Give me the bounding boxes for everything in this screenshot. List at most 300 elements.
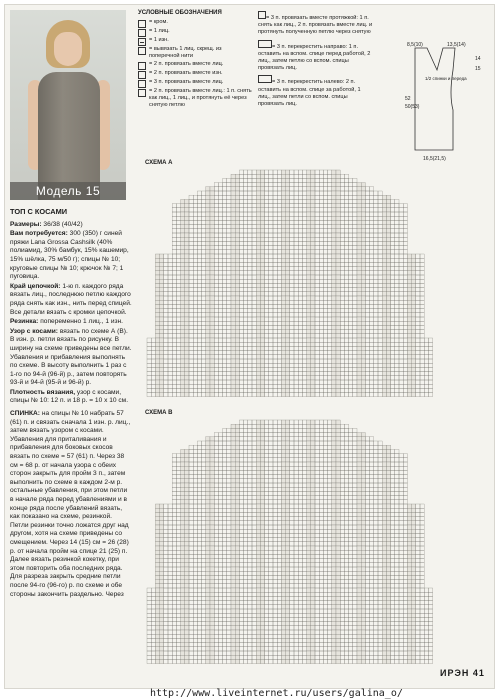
stitch-cell (382, 313, 386, 317)
stitch-cell (277, 504, 281, 508)
stitch-cell (185, 288, 189, 292)
stitch-cell (227, 512, 231, 516)
stitch-cell (353, 508, 357, 512)
stitch-cell (193, 267, 197, 271)
stitch-cell (223, 445, 227, 449)
legend-item: = 1 изн. (138, 37, 253, 46)
stitch-cell (197, 355, 201, 359)
stitch-cell (382, 491, 386, 495)
stitch-cell (378, 462, 382, 466)
stitch-cell (307, 470, 311, 474)
stitch-cell (227, 254, 231, 258)
stitch-cell (378, 342, 382, 346)
stitch-cell (256, 292, 260, 296)
stitch-cell (244, 241, 248, 245)
stitch-cell (286, 466, 290, 470)
stitch-cell (328, 237, 332, 241)
stitch-cell (349, 363, 353, 367)
stitch-cell (172, 254, 176, 258)
stitch-cell (206, 441, 210, 445)
stitch-cell (248, 330, 252, 334)
stitch-cell (235, 359, 239, 363)
stitch-cell (365, 321, 369, 325)
stitch-cell (328, 437, 332, 441)
stitch-cell (294, 262, 298, 266)
stitch-cell (344, 525, 348, 529)
stitch-cell (273, 508, 277, 512)
stitch-cell (349, 542, 353, 546)
stitch-cell (172, 384, 176, 388)
stitch-cell (202, 351, 206, 355)
stitch-cell (386, 262, 390, 266)
stitch-cell (365, 372, 369, 376)
stitch-cell (294, 334, 298, 338)
stitch-cell (269, 367, 273, 371)
stitch-cell (277, 204, 281, 208)
stitch-cell (407, 275, 411, 279)
stitch-cell (361, 538, 365, 542)
stitch-cell (235, 342, 239, 346)
stitch-cell (277, 346, 281, 350)
stitch-cell (197, 220, 201, 224)
stitch-cell (298, 321, 302, 325)
stitch-cell (218, 346, 222, 350)
stitch-cell (235, 546, 239, 550)
stitch-cell (231, 479, 235, 483)
stitch-cell (239, 275, 243, 279)
stitch-cell (227, 433, 231, 437)
stitch-cell (265, 445, 269, 449)
stitch-cell (164, 517, 168, 521)
stitch-cell (382, 330, 386, 334)
stitch-cell (416, 330, 420, 334)
stitch-cell (328, 283, 332, 287)
stitch-cell (231, 550, 235, 554)
stitch-cell (302, 330, 306, 334)
stitch-cell (403, 271, 407, 275)
stitch-cell (298, 538, 302, 542)
stitch-cell (155, 388, 159, 392)
stitch-cell (336, 483, 340, 487)
stitch-cell (298, 546, 302, 550)
stitch-cell (332, 246, 336, 250)
stitch-cell (286, 529, 290, 533)
stitch-cell (248, 529, 252, 533)
stitch-cell (244, 433, 248, 437)
stitch-cell (252, 466, 256, 470)
stitch-cell (256, 246, 260, 250)
stitch-cell (298, 483, 302, 487)
stitch-cell (315, 183, 319, 187)
stitch-cell (311, 246, 315, 250)
stitch-cell (210, 538, 214, 542)
stitch-cell (420, 355, 424, 359)
stitch-cell (206, 380, 210, 384)
stitch-cell (231, 521, 235, 525)
stitch-cell (248, 359, 252, 363)
stitch-cell (365, 454, 369, 458)
stitch-cell (193, 521, 197, 525)
stitch-cell (248, 225, 252, 229)
stitch-cell (277, 351, 281, 355)
stitch-cell (403, 508, 407, 512)
stitch-cell (197, 216, 201, 220)
stitch-cell (281, 296, 285, 300)
stitch-cell (231, 483, 235, 487)
stitch-cell (160, 300, 164, 304)
stitch-cell (353, 250, 357, 254)
stitch-cell (361, 288, 365, 292)
stitch-cell (302, 538, 306, 542)
stitch-cell (235, 292, 239, 296)
stitch-cell (365, 508, 369, 512)
stitch-cell (176, 338, 180, 342)
stitch-cell (151, 363, 155, 367)
stitch-cell (269, 241, 273, 245)
stitch-cell (302, 533, 306, 537)
stitch-cell (248, 487, 252, 491)
stitch-cell (357, 267, 361, 271)
stitch-cell (269, 475, 273, 479)
stitch-cell (382, 538, 386, 542)
stitch-cell (311, 483, 315, 487)
stitch-cell (319, 216, 323, 220)
stitch-cell (218, 384, 222, 388)
stitch-cell (172, 533, 176, 537)
stitch-cell (294, 424, 298, 428)
stitch-cell (185, 241, 189, 245)
stitch-cell (323, 376, 327, 380)
stitch-cell (315, 220, 319, 224)
stitch-cell (302, 388, 306, 392)
stitch-cell (290, 470, 294, 474)
stitch-cell (281, 521, 285, 525)
stitch-cell (269, 271, 273, 275)
stitch-cell (365, 233, 369, 237)
stitch-cell (370, 195, 374, 199)
stitch-cell (265, 250, 269, 254)
stitch-cell (260, 445, 264, 449)
stitch-cell (319, 220, 323, 224)
stitch-cell (403, 292, 407, 296)
stitch-cell (370, 254, 374, 258)
stitch-cell (265, 178, 269, 182)
stitch-cell (155, 334, 159, 338)
stitch-cell (176, 204, 180, 208)
stitch-cell (365, 258, 369, 262)
stitch-cell (281, 393, 285, 397)
stitch-cell (298, 479, 302, 483)
stitch-cell (231, 500, 235, 504)
stitch-cell (197, 475, 201, 479)
stitch-cell (248, 279, 252, 283)
legend-continued (258, 10, 373, 108)
stitch-cell (424, 372, 428, 376)
materials-para: Вам потребуется: 300 (350) г синей пряжи Lana Grossa Cashsilk (40% полиамид, 30% бамбук, 15% кашемир, 15% шёлка, 75 м/50 г); спицы № 10; круговые спицы № 10; крючок № 7; 1 пуговица. (10, 230, 129, 281)
stitch-cell (294, 367, 298, 371)
schem-label: 14 (475, 56, 481, 62)
stitch-cell (210, 483, 214, 487)
stitch-cell (164, 538, 168, 542)
stitch-cell (269, 546, 273, 550)
stitch-cell (176, 508, 180, 512)
stitch-cell (361, 216, 365, 220)
stitch-cell (172, 304, 176, 308)
stitch-cell (361, 384, 365, 388)
stitch-cell (214, 372, 218, 376)
stitch-cell (239, 187, 243, 191)
stitch-cell (357, 187, 361, 191)
stitch-cell (172, 500, 176, 504)
stitch-cell (290, 504, 294, 508)
stitch-cell (407, 367, 411, 371)
stitch-cell (378, 330, 382, 334)
stitch-cell (248, 475, 252, 479)
stitch-cell (189, 300, 193, 304)
stitch-cell (323, 170, 327, 174)
stitch-cell (403, 346, 407, 350)
stitch-cell (332, 330, 336, 334)
stitch-cell (239, 191, 243, 195)
stitch-cell (370, 487, 374, 491)
stitch-cell (256, 546, 260, 550)
stitch-cell (294, 437, 298, 441)
stitch-cell (155, 296, 159, 300)
stitch-cell (197, 483, 201, 487)
stitch-cell (328, 512, 332, 516)
stitch-cell (290, 508, 294, 512)
stitch-cell (340, 250, 344, 254)
stitch-cell (323, 550, 327, 554)
stitch-cell (260, 246, 264, 250)
stitch-cell (286, 351, 290, 355)
stitch-cell (336, 546, 340, 550)
stitch-cell (424, 338, 428, 342)
stitch-cell (315, 550, 319, 554)
stitch-cell (332, 233, 336, 237)
stitch-cell (336, 220, 340, 224)
stitch-cell (357, 254, 361, 258)
stitch-cell (311, 216, 315, 220)
stitch-cell (189, 475, 193, 479)
k3tog-symbol-icon (138, 80, 146, 88)
stitch-cell (315, 178, 319, 182)
stitch-cell (210, 225, 214, 229)
stitch-cell (210, 241, 214, 245)
stitch-cell (151, 393, 155, 397)
stitch-cell (336, 296, 340, 300)
stitch-cell (290, 267, 294, 271)
stitch-cell (302, 229, 306, 233)
stitch-cell (370, 246, 374, 250)
stitch-cell (256, 204, 260, 208)
stitch-cell (172, 504, 176, 508)
stitch-cell (281, 433, 285, 437)
stitch-cell (307, 195, 311, 199)
stitch-cell (218, 441, 222, 445)
stitch-cell (231, 174, 235, 178)
stitch-cell (260, 170, 264, 174)
stitch-cell (424, 380, 428, 384)
stitch-cell (323, 521, 327, 525)
stitch-cell (378, 246, 382, 250)
stitch-cell (336, 550, 340, 554)
stitch-cell (340, 258, 344, 262)
stitch-cell (378, 199, 382, 203)
stitch-cell (181, 199, 185, 203)
stitch-cell (214, 483, 218, 487)
stitch-cell (185, 500, 189, 504)
stitch-cell (386, 380, 390, 384)
stitch-cell (273, 470, 277, 474)
stitch-cell (290, 199, 294, 203)
stitch-cell (214, 433, 218, 437)
stitch-cell (395, 233, 399, 237)
stitch-cell (193, 279, 197, 283)
stitch-cell (294, 388, 298, 392)
stitch-cell (336, 475, 340, 479)
sk2p-symbol-icon (258, 11, 266, 19)
stitch-cell (311, 288, 315, 292)
stitch-cell (235, 237, 239, 241)
stitch-cell (189, 359, 193, 363)
stitch-cell (378, 241, 382, 245)
stitch-cell (193, 233, 197, 237)
stitch-cell (395, 279, 399, 283)
stitch-cell (210, 512, 214, 516)
stitch-cell (235, 533, 239, 537)
stitch-cell (210, 292, 214, 296)
stitch-cell (269, 424, 273, 428)
stitch-cell (374, 233, 378, 237)
stitch-cell (302, 424, 306, 428)
stitch-cell (164, 334, 168, 338)
stitch-cell (340, 204, 344, 208)
stitch-cell (155, 517, 159, 521)
stitch-cell (273, 178, 277, 182)
stitch-cell (286, 229, 290, 233)
stitch-cell (244, 355, 248, 359)
stitch-cell (164, 338, 168, 342)
stitch-cell (298, 449, 302, 453)
stitch-cell (277, 380, 281, 384)
stitch-cell (155, 292, 159, 296)
stitch-cell (269, 258, 273, 262)
stitch-cell (311, 424, 315, 428)
stitch-cell (210, 380, 214, 384)
stitch-cell (428, 351, 432, 355)
stitch-cell (239, 454, 243, 458)
stitch-cell (189, 517, 193, 521)
stitch-cell (361, 183, 365, 187)
stitch-cell (357, 220, 361, 224)
stitch-cell (336, 338, 340, 342)
stitch-cell (277, 288, 281, 292)
stitch-cell (395, 388, 399, 392)
stitch-cell (265, 512, 269, 516)
stitch-cell (193, 351, 197, 355)
stitch-cell (294, 204, 298, 208)
stitch-cell (374, 258, 378, 262)
stitch-cell (269, 512, 273, 516)
stitch-cell (277, 170, 281, 174)
stitch-cell (302, 346, 306, 350)
stitch-cell (370, 271, 374, 275)
stitch-cell (206, 195, 210, 199)
stitch-cell (244, 342, 248, 346)
stitch-cell (277, 313, 281, 317)
stitch-cell (172, 479, 176, 483)
stitch-cell (235, 313, 239, 317)
stitch-cell (265, 428, 269, 432)
stitch-cell (378, 483, 382, 487)
stitch-cell (281, 267, 285, 271)
stitch-cell (181, 271, 185, 275)
stitch-cell (248, 388, 252, 392)
stitch-cell (185, 512, 189, 516)
stitch-cell (365, 384, 369, 388)
stitch-cell (189, 288, 193, 292)
stitch-cell (277, 325, 281, 329)
stitch-cell (340, 454, 344, 458)
stitch-cell (151, 388, 155, 392)
stitch-cell (185, 538, 189, 542)
stitch-cell (403, 225, 407, 229)
stitch-cell (155, 393, 159, 397)
stitch-cell (365, 458, 369, 462)
stitch-cell (185, 458, 189, 462)
stitch-cell (206, 212, 210, 216)
stitch-cell (265, 338, 269, 342)
stitch-cell (260, 487, 264, 491)
stitch-cell (248, 300, 252, 304)
stitch-cell (256, 241, 260, 245)
stitch-cell (223, 500, 227, 504)
stitch-cell (294, 445, 298, 449)
stitch-cell (235, 462, 239, 466)
stitch-cell (193, 216, 197, 220)
stitch-cell (189, 454, 193, 458)
stitch-cell (336, 380, 340, 384)
stitch-cell (349, 233, 353, 237)
stitch-cell (214, 342, 218, 346)
stitch-cell (252, 441, 256, 445)
stitch-cell (332, 504, 336, 508)
stitch-cell (382, 334, 386, 338)
stitch-cell (328, 351, 332, 355)
stitch-cell (160, 393, 164, 397)
stitch-cell (357, 393, 361, 397)
stitch-cell (286, 220, 290, 224)
stitch-cell (286, 288, 290, 292)
stitch-cell (412, 258, 416, 262)
stitch-cell (294, 170, 298, 174)
stitch-cell (353, 483, 357, 487)
stitch-cell (256, 538, 260, 542)
stitch-cell (235, 283, 239, 287)
stitch-cell (252, 512, 256, 516)
stitch-cell (370, 351, 374, 355)
stitch-cell (307, 508, 311, 512)
stitch-cell (265, 487, 269, 491)
stitch-cell (395, 229, 399, 233)
stitch-cell (365, 317, 369, 321)
stitch-cell (185, 275, 189, 279)
stitch-cell (244, 346, 248, 350)
stitch-cell (344, 254, 348, 258)
stitch-cell (273, 542, 277, 546)
stitch-cell (227, 470, 231, 474)
